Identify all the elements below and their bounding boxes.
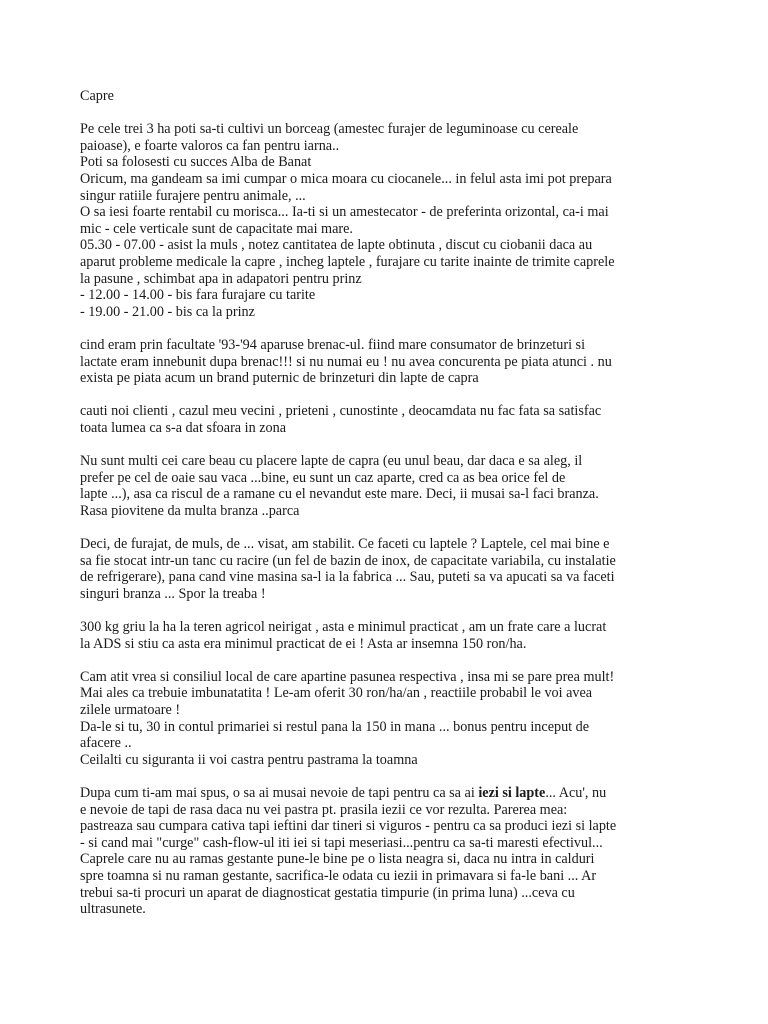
text-line: Poti sa folosesti cu succes Alba de Banat [80, 154, 312, 171]
text-run: Dupa cum ti-am mai spus, o sa ai musai nevoie de tapi pentru ca sa ai [80, 784, 479, 801]
text-line: O sa iesi foarte rentabil cu morisca... Ia-ti si un amestecator - de preferinta orizontal, ca-i mai [80, 204, 609, 221]
text-line: spre toamna si nu raman gestante, sacrifica-le odata cu iezii in primavara si fa-le bani ... Ar [80, 867, 597, 884]
text-line [80, 785, 700, 802]
text-line: toata lumea ca s-a dat sfoara in zona [80, 419, 287, 436]
text-line: la ADS si stiu ca asta era minimul practicat de ei ! Asta ar insemna 150 ron/ha. [80, 635, 527, 652]
paragraph-breeding [80, 785, 700, 918]
text-line: Pe cele trei 3 ha poti sa-ti cultivi un borceag (amestec furajer de leguminoase cu cereale [80, 121, 579, 138]
text-line: Caprele care nu au ramas gestante pune-le bine pe o lista neagra si, daca nu intra in calduri [80, 851, 595, 868]
text-line: ultrasunete. [80, 901, 146, 918]
text-run: ... Acu', nu [545, 784, 607, 801]
text-line: e nevoie de tapi de rasa daca nu vei pastra pt. prasila iezii ce vor rezulta. Parerea mea: [80, 801, 568, 818]
text-line: Mai ales ca trebuie imbunatatita ! Le-am oferit 30 ron/ha/an , reactiile probabil le voi avea [80, 685, 593, 702]
text-line: mic - cele verticale sunt de capacitate mai mare. [80, 220, 353, 237]
text-line: cind eram prin facultate '93-'94 aparuse brenac-ul. fiind mare consumator de brinzeturi si [80, 336, 586, 353]
text-line: Cam atit vrea si consiliul local de care apartine pasunea respectiva , insa mi se pare prea mult! [80, 668, 615, 685]
text-line: Ceilalti cu siguranta ii voi castra pentru pastrama la toamna [80, 751, 418, 768]
paragraph-goat-milk [80, 453, 700, 519]
text-line: sa fie stocat intr-un tanc cu racire (un fel de bazin de inox, de capacitate variabila, cu instalatie [80, 552, 616, 569]
text-line: cauti noi clienti , cazul meu vecini , prieteni , cunostinte , deocamdata nu fac fata sa satisfac [80, 403, 602, 420]
text-line: lactate eram innebunit dupa brenac!!! si nu numai eu ! nu avea concurenta pe piata atunci . nu [80, 353, 612, 370]
text-line: aparut probleme medicale la capre , incheg laptele , furajare cu tarite inainte de trimite caprele [80, 253, 615, 270]
text-line: exista pe piata acum un brand puternic de brinzeturi din lapte de capra [80, 370, 479, 387]
document-title: Capre [80, 88, 114, 104]
text-line: zilele urmatoare ! [80, 701, 181, 718]
paragraph-brenac [80, 337, 700, 387]
text-line: prefer pe cel de oaie sau vaca ...bine, eu sunt un caz aparte, cred ca as bea orice fel de [80, 469, 566, 486]
text-line: singur ratiile furajere pentru animale, ... [80, 187, 306, 204]
paragraph-wheat-yield [80, 619, 700, 652]
document-body [80, 88, 700, 934]
text-line: afacere .. [80, 735, 132, 752]
text-line: - 19.00 - 21.00 - bis ca la prinz [80, 303, 255, 320]
text-line: pastreaza sau cumpara cativa tapi ieftini dar tineri si viguros - pentru ca sa produci iezi si lapte [80, 818, 617, 835]
text-line: de refrigerare), pana cand vine masina sa-l ia la fabrica ... Sau, puteti sa va apucati sa va faceti [80, 569, 615, 586]
text-line: Oricum, ma gandeam sa imi cumpar o mica moara cu ciocanele... in felul asta imi pot prepara [80, 170, 612, 187]
text-line: Deci, de furajat, de muls, de ... visat, am stabilit. Ce faceti cu laptele ? Laptele, cel mai bine e [80, 536, 610, 553]
text-line: Nu sunt multi cei care beau cu placere lapte de capra (eu unul beau, dar daca e sa aleg, il [80, 453, 583, 470]
bold-text: iezi si lapte [478, 784, 546, 801]
text-line: Da-le si tu, 30 in contul primariei si restul pana la 150 in mana ... bonus pentru inceput de [80, 718, 590, 735]
text-line: singuri branza ... Spor la treaba ! [80, 585, 266, 602]
paragraph-clients [80, 403, 700, 436]
text-line: Rasa piovitene da multa branza ..parca [80, 502, 300, 519]
text-line: lapte ...), asa ca riscul de a ramane cu el nevandut este mare. Deci, ii musai sa-l faci branza. [80, 486, 599, 503]
text-line: 05.30 - 07.00 - asist la muls , notez cantitatea de lapte obtinuta , discut cu ciobanii daca au [80, 237, 593, 254]
text-line: la pasune , schimbat apa in adapatori pentru prinz [80, 270, 362, 287]
text-line: - si cand mai "curge" cash-flow-ul iti iei si tapi meseriasi...pentru ca sa-ti maresti efectivul... [80, 834, 603, 851]
paragraph-milk-storage [80, 536, 700, 602]
paragraph-fodder-schedule [80, 121, 700, 320]
paragraph-pasture-council [80, 669, 700, 769]
text-line: paioase), e foarte valoros ca fan pentru iarna.. [80, 137, 340, 154]
text-line: 300 kg griu la ha la teren agricol neirigat , asta e minimul practicat , am un frate care a lucrat [80, 619, 607, 635]
text-line: - 12.00 - 14.00 - bis fara furajare cu tarite [80, 287, 316, 304]
text-line: trebui sa-ti procuri un aparat de diagnosticat gestatia timpurie (in prima luna) ...ceva cu [80, 884, 575, 901]
